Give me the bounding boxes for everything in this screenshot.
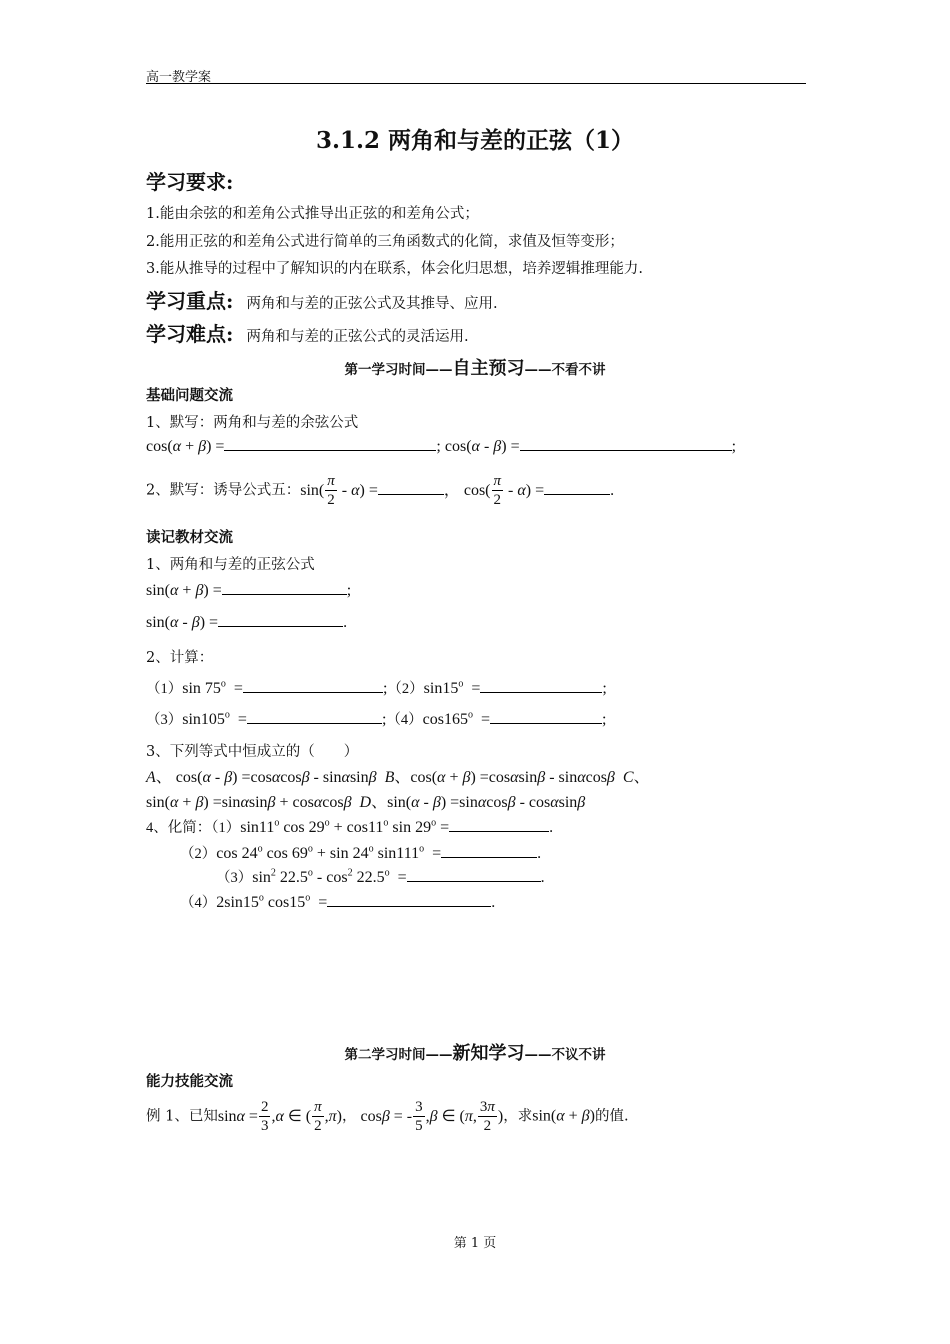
section-1-prefix: 第一学习时间—— [344,362,453,378]
simplify-label-3: （3） [216,870,253,886]
answer-blank[interactable] [327,905,491,907]
reading-item-2: 2、计算： [146,650,214,666]
sine-sum-formula: sin(α + β) = ; [146,582,352,599]
section-2-suffix: ——不议不讲 [524,1047,606,1063]
example-1-comma: ， [341,1108,357,1125]
answer-blank[interactable] [218,625,343,627]
answer-blank[interactable] [544,493,610,495]
simplify-row-1: 4、化简：（1）sin11$^o$ $\cos 29^o + \cos 11^o$ $\sin 29^o$ = . [146,817,554,836]
example-1-suffix: ，求 [503,1108,533,1125]
simplify-row-4: （4）2sin15$^o$ cos15$^o$ = . [180,892,496,911]
question-2: 2、默写：诱导公式五： [146,482,301,499]
calc-row-2: $(3)\sin 105^o = ;(4)\cos 165^o$ = ; [146,709,607,728]
choice-row-1: A、 cos(α - β) =cosαcosβ - sinαsinβ B、cos(α + β) =cosαsinβ - sinαcosβ C、 [146,769,650,786]
example-1-end: 的值. [594,1108,629,1125]
example-1-prefix: 例 1、已知 [146,1108,218,1125]
reading-item-4: 4、化简：（1） [146,820,241,836]
answer-blank[interactable] [378,493,444,495]
page-title: 3.1.2 两角和与差的正弦（1） [315,127,635,154]
answer-blank[interactable] [407,880,541,882]
requirement-2: 2.能用正弦的和差角公式进行简单的三角函数式的化简，求值及恒等变形； [146,234,624,250]
choice-row-2: sin(α + β) =sinαsinβ + cosαcosβ D、sin(α - β) =sinαcosβ - cosαsinβ [146,794,586,811]
section-1-heading [0,354,950,380]
reading-item-3: 3、下列等式中恒成立的（ ） [146,744,359,760]
question-2-row: 2、默写：诱导公式五：sin( $\frac{\pi}{2}$ - α) = ， cos( $\frac{\pi}{2}$ - α) = . [146,473,615,508]
difficult-points-heading: 学习难点: [146,322,234,346]
calc-label-3: （3） [146,712,183,728]
section-2-prefix: 第二学习时间—— [344,1047,453,1063]
basic-questions-heading: 基础问题交流 [146,388,233,404]
sine-diff-formula: sin(α - β) = . [146,614,348,631]
requirements-heading: 学习要求: [146,170,234,194]
calc-label-2: （2） [387,681,424,697]
cosine-formula-blanks: cos(α + β) = ; cos(α - β) = ; [146,438,737,455]
answer-blank[interactable] [520,449,732,451]
calc-row-1: （1）sin $75^o = ;(2)\sin 15^o$ = ; [146,678,607,697]
calc-label-4: （4） [386,712,423,728]
requirement-3: 3.能从推导的过程中了解知识的内在联系，体会化归思想，培养逻辑推理能力. [146,261,643,277]
key-points-heading: 学习重点: [146,289,234,313]
example-1: 例 1、已知sinα = $\frac{2}{3}$ ,α ∈ ( $\frac{\pi}{2}$ ,π)， cosβ = - $\frac{3}{5}$ ,β ∈ (π, $\frac{3\pi}{2}$ )，求sin(α + β)的值. [146,1099,629,1134]
answer-blank[interactable] [490,722,602,724]
difficult-points [146,318,469,347]
header-rule [146,83,806,84]
key-points-text: 两角和与差的正弦公式及其推导、应用. [246,296,498,312]
answer-blank[interactable] [247,722,382,724]
difficult-points-text: 两角和与差的正弦公式的灵活运用. [246,329,469,345]
answer-blank[interactable] [222,593,347,595]
reading-heading: 读记教材交流 [146,530,233,546]
simplify-row-2: （2）cos 24$^o$ $\cos 69^o + \sin 24^o$ sin111$^o$ = . [180,843,542,862]
simplify-row-3: $(3)\sin^2$ $22.5^o - \cos^2 22.5^o$ = . [216,867,545,886]
section-2-heading [0,1039,950,1065]
key-points [146,285,498,314]
calc-label-1: （1） [146,681,183,697]
answer-blank[interactable] [441,856,537,858]
answer-blank[interactable] [243,691,383,693]
ability-heading: 能力技能交流 [146,1074,233,1090]
page-header: 高一教学案 [146,70,212,85]
reading-item-1: 1、两角和与差的正弦公式 [146,557,315,573]
section-2-title: 新知学习 [452,1043,525,1064]
section-1-suffix: ——不看不讲 [524,362,606,378]
page-footer: 第 1 页 [453,1236,497,1251]
answer-blank[interactable] [480,691,602,693]
section-1-title: 自主预习 [452,358,525,379]
simplify-label-2: （2） [180,846,217,862]
requirement-1: 1.能由余弦的和差角公式推导出正弦的和差角公式； [146,206,479,222]
answer-blank[interactable] [449,830,549,832]
simplify-label-4: （4） [180,895,217,911]
question-1: 1、默写：两角和与差的余弦公式 [146,415,359,431]
answer-blank[interactable] [224,449,436,451]
